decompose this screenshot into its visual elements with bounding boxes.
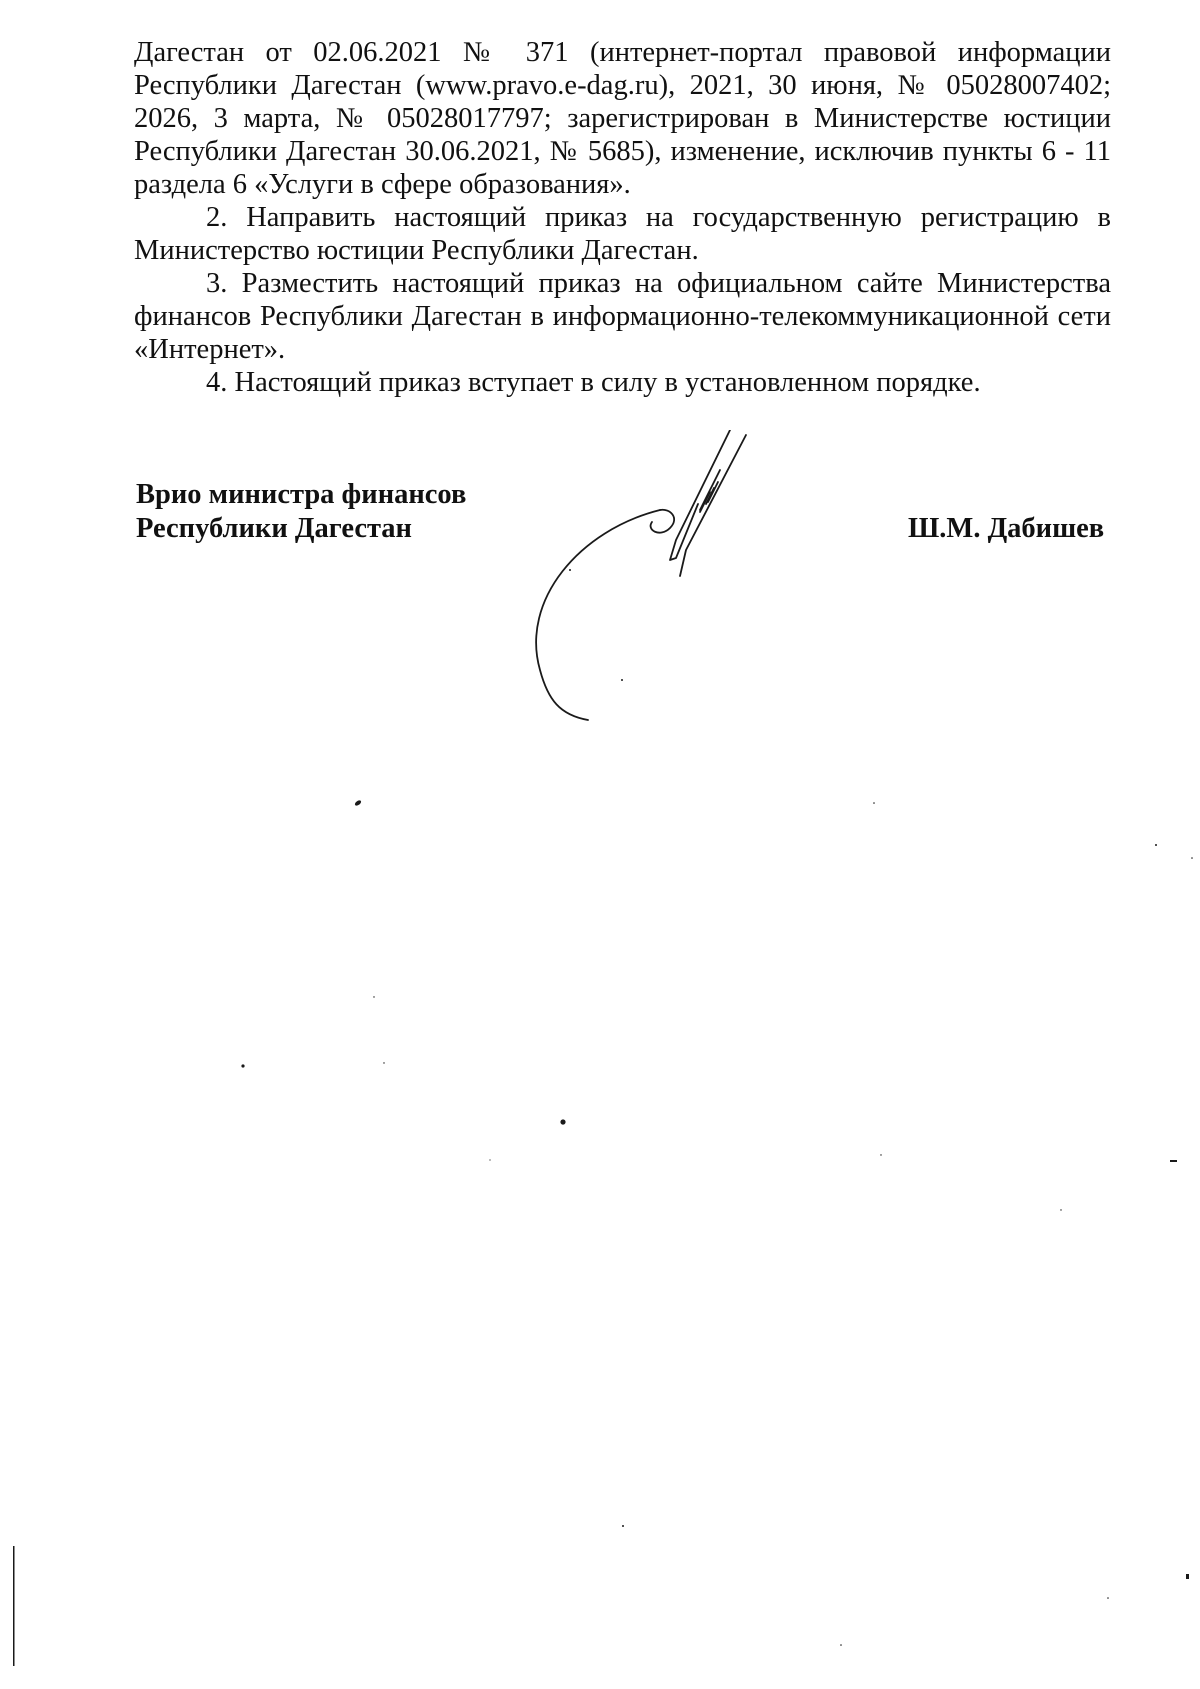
paragraph-item-2: 2. Направить настоящий приказ на государственную регистрацию в Министерство юстиции Республики Дагестан. xyxy=(134,202,1111,266)
position-line-2: Республики Дагестан xyxy=(136,513,412,544)
paragraph-continuation: Дагестан от 02.06.2021 № 371 (интернет-портал правовой информации Республики Дагестан (www.pravo.e-dag.ru), 2021, 30 июня, № 05028007402; 2026, 3 марта, № 05028017797; зарегистрирован в Министерстве юстиции Республики Дагестан 30.06.2021, № 5685), изменение, исключив пункты 6 - 11 раздела 6 «Услуги в сфере образования». xyxy=(134,37,1111,200)
handwritten-signature xyxy=(520,430,820,750)
signatory-position xyxy=(136,478,466,546)
document-body xyxy=(134,36,1111,399)
paragraph-item-3: 3. Разместить настоящий приказ на официальном сайте Министерства финансов Республики Дагестан в информационно-телекоммуникационной сети «Интернет». xyxy=(134,268,1111,365)
paragraph-item-4: 4. Настоящий приказ вступает в силу в установленном порядке. xyxy=(206,367,981,398)
signer-name: Ш.М. Дабишев xyxy=(908,513,1105,544)
position-line-1: Врио министра финансов xyxy=(136,479,467,510)
